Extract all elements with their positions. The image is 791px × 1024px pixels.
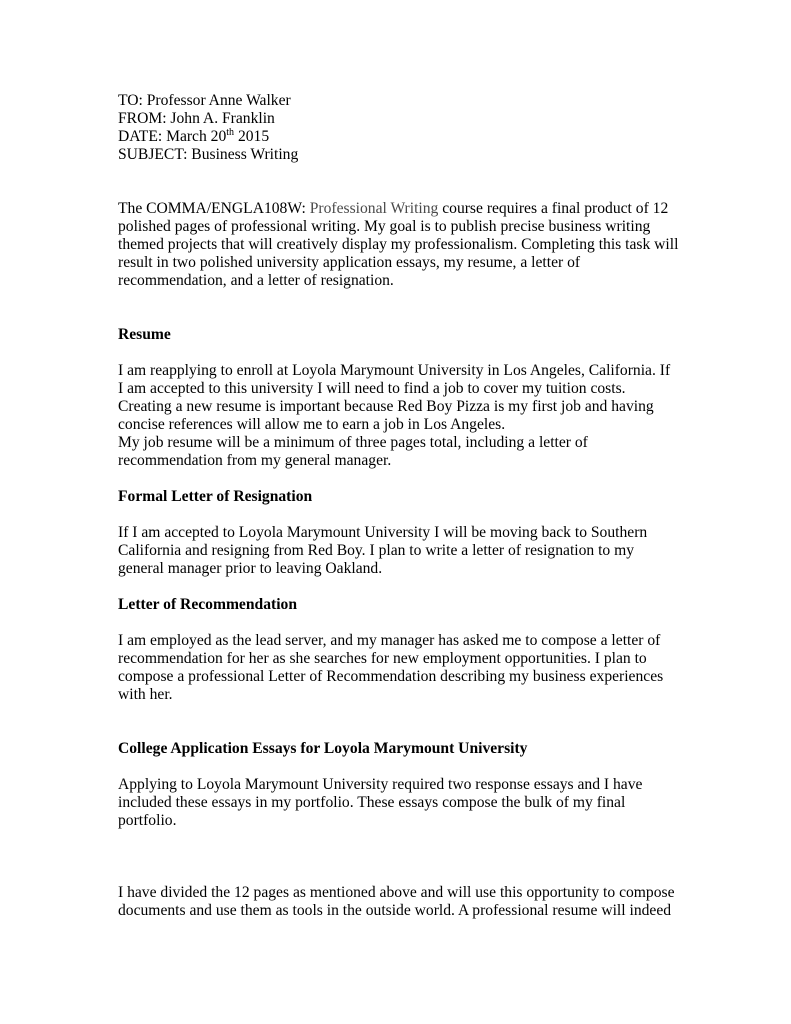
intro-line: polished pages of professional writing. My goal is to publish precise business writing (118, 218, 651, 235)
section-heading-recommendation: Letter of Recommendation (118, 596, 297, 613)
memo-date (118, 128, 678, 146)
recommendation-line: with her. (118, 686, 173, 703)
document-page (118, 92, 678, 920)
closing-line: documents and use them as tools in the outside world. A professional resume will indeed (118, 902, 672, 919)
resume-line: recommendation from my general manager. (118, 452, 392, 469)
spacer (118, 578, 678, 596)
intro-line: result in two polished university application essays, my resume, a letter of (118, 254, 581, 271)
spacer (118, 614, 678, 632)
resignation-line: general manager prior to leaving Oakland. (118, 560, 383, 577)
intro-paragraph (118, 200, 678, 290)
spacer (118, 470, 678, 488)
intro-line-post: course requires a final product of 12 (438, 200, 669, 217)
spacer (118, 830, 678, 884)
essays-paragraph (118, 776, 678, 830)
memo-date-superscript: th (226, 127, 235, 138)
recommendation-line: recommendation for her as she searches for new employment opportunities. I plan to (118, 650, 647, 667)
spacer (118, 506, 678, 524)
intro-line-pre: The COMMA/ENGLA108W: (118, 200, 310, 217)
spacer (118, 704, 678, 740)
recommendation-paragraph (118, 632, 678, 704)
intro-line (118, 200, 678, 218)
closing-paragraph (118, 884, 678, 920)
memo-header (118, 92, 678, 164)
section-heading-resume: Resume (118, 326, 171, 343)
section-heading-resignation: Formal Letter of Resignation (118, 488, 313, 505)
closing-line: I have divided the 12 pages as mentioned above and will use this opportunity to compose (118, 884, 675, 901)
memo-subject: SUBJECT: Business Writing (118, 146, 299, 163)
resume-paragraph (118, 362, 678, 470)
recommendation-line: I am employed as the lead server, and my manager has asked me to compose a letter of (118, 632, 661, 649)
resume-line: I am accepted to this university I will need to find a job to cover my tuition costs. (118, 380, 626, 397)
spacer (118, 758, 678, 776)
memo-date-prefix: DATE: March 20 (118, 128, 227, 145)
resume-line: I am reapplying to enroll at Loyola Marymount University in Los Angeles, California. If (118, 362, 671, 379)
course-title-link[interactable]: Professional Writing (309, 200, 439, 217)
resignation-paragraph (118, 524, 678, 578)
essays-line: Applying to Loyola Marymount University required two response essays and I have (118, 776, 643, 793)
essays-line: portfolio. (118, 812, 177, 829)
resignation-line: If I am accepted to Loyola Marymount University I will be moving back to Southern (118, 524, 648, 541)
memo-date-suffix: 2015 (234, 128, 270, 145)
section-heading-essays: College Application Essays for Loyola Marymount University (118, 740, 528, 757)
intro-line: themed projects that will creatively display my professionalism. Completing this task will (118, 236, 679, 253)
memo-from: FROM: John A. Franklin (118, 110, 275, 127)
intro-line: recommendation, and a letter of resignation. (118, 272, 394, 289)
spacer (118, 344, 678, 362)
recommendation-line: compose a professional Letter of Recommendation describing my business experiences (118, 668, 664, 685)
resume-line: Creating a new resume is important because Red Boy Pizza is my first job and having (118, 398, 654, 415)
memo-to: TO: Professor Anne Walker (118, 92, 291, 109)
spacer (118, 164, 678, 200)
resignation-line: California and resigning from Red Boy. I plan to write a letter of resignation to my (118, 542, 635, 559)
resume-line: concise references will allow me to earn a job in Los Angeles. (118, 416, 506, 433)
spacer (118, 290, 678, 326)
essays-line: included these essays in my portfolio. These essays compose the bulk of my final (118, 794, 626, 811)
resume-line: My job resume will be a minimum of three pages total, including a letter of (118, 434, 588, 451)
